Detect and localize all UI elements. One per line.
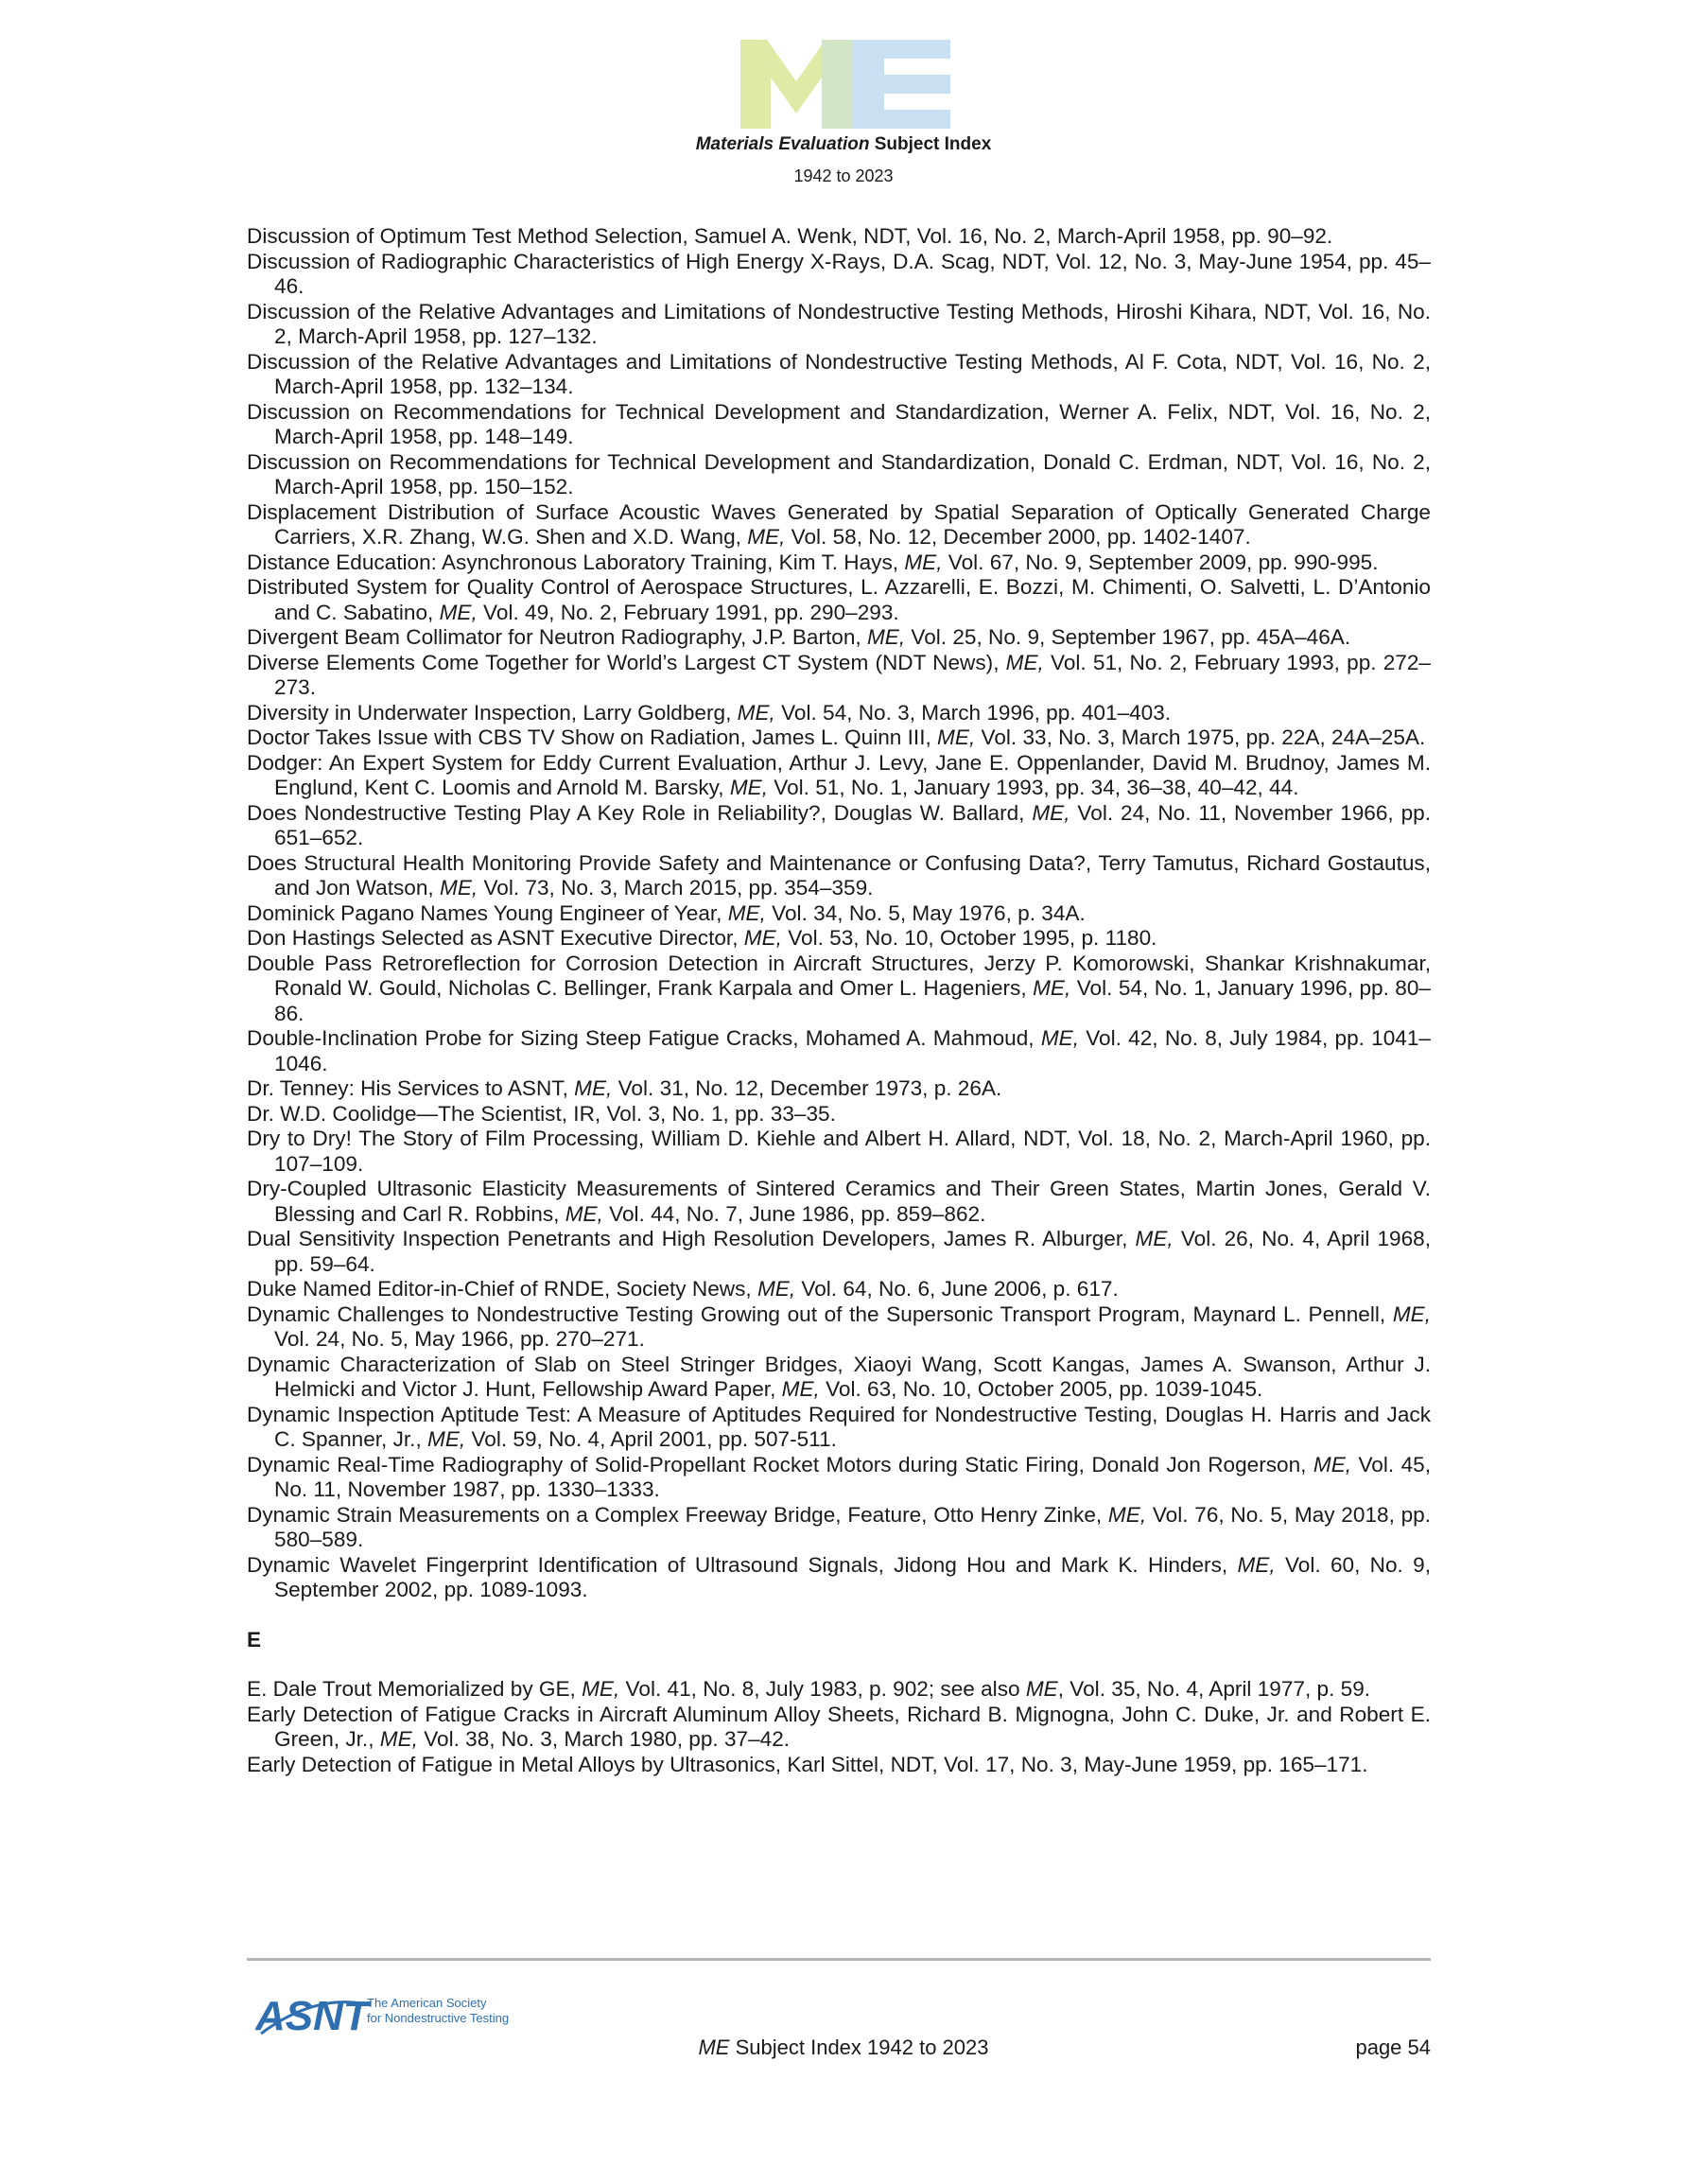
- svg-text:ASNT: ASNT: [255, 1993, 369, 2039]
- index-entry: Does Structural Health Monitoring Provide Safety and Maintenance or Confusing Data?, Terry Tamutus, Richard Gostautus, and Jon Watson, ME, Vol. 73, No. 3, March 2015, pp. 354–359.: [247, 850, 1431, 900]
- index-entry: Don Hastings Selected as ASNT Executive Director, ME, Vol. 53, No. 10, October 1995, p. 1180.: [247, 926, 1157, 950]
- index-entry: Dynamic Real-Time Radiography of Solid-Propellant Rocket Motors during Static Firing, Donald Jon Rogerson, ME, Vol. 45, No. 11, November 1987, pp. 1330–1333.: [247, 1452, 1431, 1501]
- index-entry: Distributed System for Quality Control of Aerospace Structures, L. Azzarelli, E. Bozzi, M. Chimenti, O. Salvetti, L. D’Antonio and C. Sabatino, ME, Vol. 49, No. 2, February 1991, pp. 290–293.: [247, 575, 1431, 624]
- index-entry: Dodger: An Expert System for Eddy Current Evaluation, Arthur J. Levy, Jane E. Oppenlander, David M. Brudnoy, James M. Englund, Kent C. Loomis and Arnold M. Barsky, ME, Vol. 51, No. 1, January 1993, pp. 34, 36–38, 40–42, 44.: [247, 750, 1431, 799]
- index-entry: Dominick Pagano Names Young Engineer of Year, ME, Vol. 34, No. 5, May 1976, p. 34A.: [247, 900, 1086, 925]
- index-entries: [247, 224, 1431, 1777]
- footer-subject-index: ME Subject Index 1942 to 2023: [698, 2035, 989, 2059]
- index-entry: Early Detection of Fatigue in Metal Alloys by Ultrasonics, Karl Sittel, NDT, Vol. 17, No. 3, May-June 1959, pp. 165–171.: [247, 1752, 1368, 1776]
- index-entry: Discussion on Recommendations for Technical Development and Standardization, Werner A. Felix, NDT, Vol. 16, No. 2, March-April 1958, pp. 148–149.: [247, 399, 1431, 448]
- index-entry: Diversity in Underwater Inspection, Larry Goldberg, ME, Vol. 54, No. 3, March 1996, pp. 401–403.: [247, 700, 1172, 725]
- me-logo-icon: [740, 40, 950, 129]
- index-entry: Dr. W.D. Coolidge—The Scientist, IR, Vol. 3, No. 1, pp. 33–35.: [247, 1101, 836, 1126]
- asnt-logo-line2: for Nondestructive Testing: [367, 2011, 510, 2025]
- header-years: 1942 to 2023: [793, 166, 894, 185]
- index-entry: Early Detection of Fatigue Cracks in Aircraft Aluminum Alloy Sheets, Richard B. Mignogna, John C. Duke, Jr. and Robert E. Green, Jr., ME, Vol. 38, No. 3, March 1980, pp. 37–42.: [247, 1702, 1431, 1751]
- index-entry: Dynamic Challenges to Nondestructive Testing Growing out of the Supersonic Transport Program, Maynard L. Pennell, ME, Vol. 24, No. 5, May 1966, pp. 270–271.: [247, 1302, 1431, 1351]
- index-entry: Does Nondestructive Testing Play A Key Role in Reliability?, Douglas W. Ballard, ME, Vol. 24, No. 11, November 1966, pp. 651–652.: [247, 800, 1431, 849]
- index-entry: Discussion on Recommendations for Technical Development and Standardization, Donald C. Erdman, NDT, Vol. 16, No. 2, March-April 1958, pp. 150–152.: [247, 449, 1431, 498]
- index-entry: Duke Named Editor-in-Chief of RNDE, Society News, ME, Vol. 64, No. 6, June 2006, p. 617.: [247, 1277, 1119, 1301]
- index-entry: Dynamic Wavelet Fingerprint Identification of Ultrasound Signals, Jidong Hou and Mark K. Hinders, ME, Vol. 60, No. 9, September 2002, pp. 1089-1093.: [247, 1552, 1431, 1601]
- index-entry: Dynamic Inspection Aptitude Test: A Measure of Aptitudes Required for Nondestructive Testing, Douglas H. Harris and Jack C. Spanner, Jr., ME, Vol. 59, No. 4, April 2001, pp. 507-511.: [247, 1402, 1431, 1451]
- index-entry: Discussion of the Relative Advantages and Limitations of Nondestructive Testing Methods, Al F. Cota, NDT, Vol. 16, No. 2, March-April 1958, pp. 132–134.: [247, 349, 1431, 398]
- section-letter-heading: E: [247, 1627, 262, 1651]
- index-entry: Divergent Beam Collimator for Neutron Radiography, J.P. Barton, ME, Vol. 25, No. 9, September 1967, pp. 45A–46A.: [247, 625, 1351, 649]
- index-entry: Discussion of the Relative Advantages and Limitations of Nondestructive Testing Methods, Hiroshi Kihara, NDT, Vol. 16, No. 2, March-April 1958, pp. 127–132.: [247, 299, 1431, 348]
- asnt-logo-line1: The American Society: [367, 1996, 487, 2010]
- index-entry: Discussion of Radiographic Characteristics of High Energy X-Rays, D.A. Scag, NDT, Vol. 12, No. 3, May-June 1954, pp. 45–46.: [247, 249, 1431, 298]
- index-entry: E. Dale Trout Memorialized by GE, ME, Vol. 41, No. 8, July 1983, p. 902; see also ME, Vol. 35, No. 4, April 1977, p. 59.: [247, 1677, 1371, 1701]
- index-entry: Dry-Coupled Ultrasonic Elasticity Measurements of Sintered Ceramics and Their Green States, Martin Jones, Gerald V. Blessing and Carl R. Robbins, ME, Vol. 44, No. 7, June 1986, pp. 859–862.: [247, 1177, 1431, 1226]
- index-entry: Dynamic Strain Measurements on a Complex Freeway Bridge, Feature, Otto Henry Zinke, ME, Vol. 76, No. 5, May 2018, pp. 580–589.: [247, 1502, 1431, 1551]
- index-entry: Doctor Takes Issue with CBS TV Show on Radiation, James L. Quinn III, ME, Vol. 33, No. 3, March 1975, pp. 22A, 24A–25A.: [247, 725, 1426, 749]
- index-entry: Discussion of Optimum Test Method Selection, Samuel A. Wenk, NDT, Vol. 16, No. 2, March-April 1958, pp. 90–92.: [247, 224, 1333, 248]
- header-title: Materials Evaluation Subject Index: [695, 134, 992, 154]
- index-entry: Dual Sensitivity Inspection Penetrants and High Resolution Developers, James R. Alburger, ME, Vol. 26, No. 4, April 1968, pp. 59–64.: [247, 1227, 1431, 1276]
- index-entry: Dry to Dry! The Story of Film Processing, William D. Kiehle and Albert H. Allard, NDT, Vol. 18, No. 2, March-April 1960, pp. 107–109.: [247, 1127, 1431, 1176]
- index-entry: Distance Education: Asynchronous Laboratory Training, Kim T. Hays, ME, Vol. 67, No. 9, September 2009, pp. 990-995.: [247, 550, 1379, 574]
- index-entry: Dr. Tenney: His Services to ASNT, ME, Vol. 31, No. 12, December 1973, p. 26A.: [247, 1076, 1002, 1100]
- index-entry: Displacement Distribution of Surface Acoustic Waves Generated by Spatial Separation of Optically Generated Charge Carriers, X.R. Zhang, W.G. Shen and X.D. Wang, ME, Vol. 58, No. 12, December 2000, pp. 1402-1407.: [247, 499, 1431, 549]
- index-entry: Double-Inclination Probe for Sizing Steep Fatigue Cracks, Mohamed A. Mahmoud, ME, Vol. 42, No. 8, July 1984, pp. 1041–1046.: [247, 1026, 1431, 1075]
- footer-page-number: page 54: [1355, 2035, 1431, 2059]
- index-entry: Diverse Elements Come Together for World’s Largest CT System (NDT News), ME, Vol. 51, No. 2, February 1993, pp. 272–273.: [247, 650, 1431, 699]
- footer-divider: [247, 1958, 1431, 1961]
- index-entry: Dynamic Characterization of Slab on Steel Stringer Bridges, Xiaoyi Wang, Scott Kangas, James A. Swanson, Arthur J. Helmicki and Victor J. Hunt, Fellowship Award Paper, ME, Vol. 63, No. 10, October 2005, pp. 1039-1045.: [247, 1352, 1431, 1401]
- index-entry: Double Pass Retroreflection for Corrosion Detection in Aircraft Structures, Jerzy P. Komorowski, Shankar Krishnakumar, Ronald W. Gould, Nicholas C. Bellinger, Frank Karpala and Omer L. Hageniers, ME, Vol. 54, No. 1, January 1996, pp. 80–86.: [247, 951, 1432, 1025]
